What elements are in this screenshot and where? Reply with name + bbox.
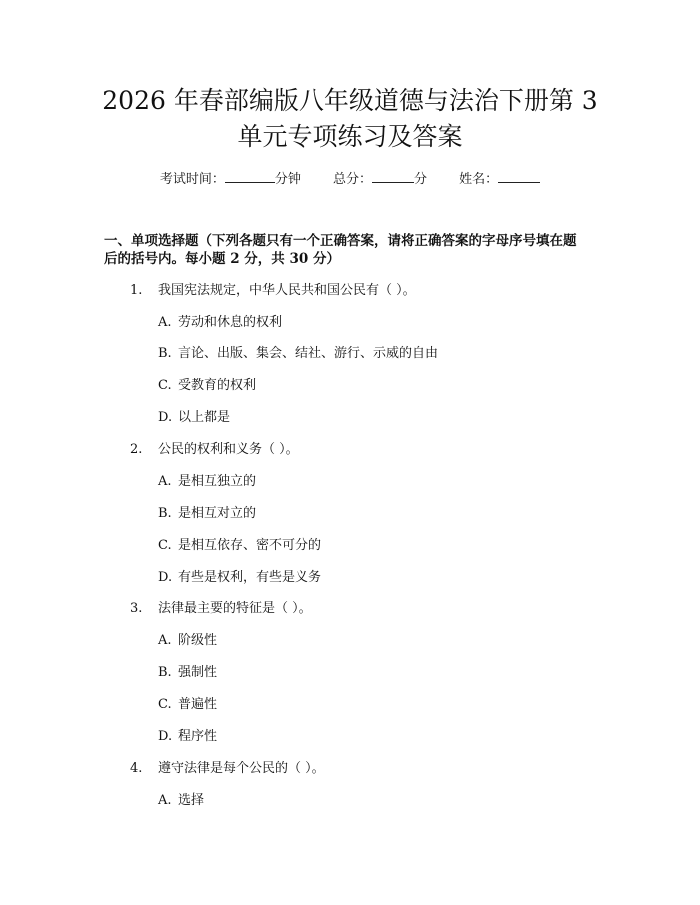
option-text: 程序性: [178, 729, 218, 744]
option-letter: B.: [158, 346, 172, 361]
option-text: 受教育的权利: [178, 378, 257, 393]
option-text: 阶级性: [178, 633, 218, 648]
answer-option: [158, 376, 256, 396]
answer-option: [158, 536, 321, 556]
student-name-label: 姓名：: [459, 172, 499, 187]
answer-option: [158, 631, 217, 651]
question-number: 1.: [130, 283, 143, 298]
option-letter: B.: [158, 665, 172, 680]
option-text: 普遍性: [178, 697, 218, 712]
section-heading-line-2: 后的括号内。每小题 2 分，共 30 分）: [104, 251, 340, 267]
exam-time-blank: [225, 168, 275, 183]
option-text: 言论、出版、集会、结社、游行、示威的自由: [178, 346, 439, 361]
option-text: 劳动和休息的权利: [178, 315, 283, 330]
answer-option: [158, 313, 282, 333]
option-text: 是相互依存、密不可分的: [178, 538, 322, 553]
total-score-unit: 分: [414, 172, 428, 187]
student-name-field: [459, 168, 540, 190]
option-letter: C.: [158, 378, 172, 393]
option-letter: D.: [158, 570, 173, 585]
question-number: 3.: [130, 601, 143, 616]
question-item: [130, 599, 312, 619]
page-title-line-1: 2026 年春部编版八年级道德与法治下册第 3: [102, 86, 598, 115]
option-text: 是相互对立的: [178, 506, 257, 521]
option-letter: B.: [158, 506, 172, 521]
question-text: 法律最主要的特征是（ ）。: [158, 601, 312, 616]
option-letter: D.: [158, 410, 173, 425]
answer-option: [158, 568, 321, 588]
answer-option: [158, 504, 256, 524]
option-text: 选择: [178, 793, 205, 808]
option-letter: C.: [158, 697, 172, 712]
option-letter: A.: [158, 474, 172, 489]
option-letter: D.: [158, 729, 173, 744]
question-text: 我国宪法规定，中华人民共和国公民有（ ）。: [158, 283, 416, 298]
question-number: 2.: [130, 442, 143, 457]
exam-info-line: [0, 168, 700, 190]
total-score-label: 总分：: [332, 172, 372, 187]
total-score-field: [333, 168, 427, 190]
option-letter: A.: [158, 315, 172, 330]
option-letter: A.: [158, 633, 172, 648]
exam-time-field: [160, 168, 301, 190]
question-text: 公民的权利和义务（ ）。: [158, 442, 299, 457]
student-name-blank: [498, 168, 540, 183]
section-heading-line-1: 一、单项选择题（下列各题只有一个正确答案，请将正确答案的字母序号填在题: [104, 233, 577, 249]
option-text: 有些是权利，有些是义务: [178, 570, 322, 585]
option-letter: A.: [158, 793, 172, 808]
question-text: 遵守法律是每个公民的（ ）。: [158, 761, 325, 776]
question-item: [130, 759, 325, 779]
answer-option: [158, 727, 217, 747]
option-text: 以上都是: [178, 410, 231, 425]
option-letter: C.: [158, 538, 172, 553]
answer-option: [158, 695, 217, 715]
answer-option: [158, 791, 204, 811]
total-score-blank: [372, 168, 414, 183]
answer-option: [158, 663, 217, 683]
answer-option: [158, 408, 230, 428]
page-title-line-2: 单元专项练习及答案: [237, 122, 463, 151]
question-item: [130, 281, 416, 301]
option-text: 是相互独立的: [178, 474, 257, 489]
exam-time-unit: 分钟: [274, 172, 301, 187]
exam-time-label: 考试时间：: [159, 172, 225, 187]
question-item: [130, 440, 299, 460]
answer-option: [158, 472, 256, 492]
answer-option: [158, 344, 438, 364]
question-number: 4.: [130, 761, 143, 776]
option-text: 强制性: [178, 665, 218, 680]
